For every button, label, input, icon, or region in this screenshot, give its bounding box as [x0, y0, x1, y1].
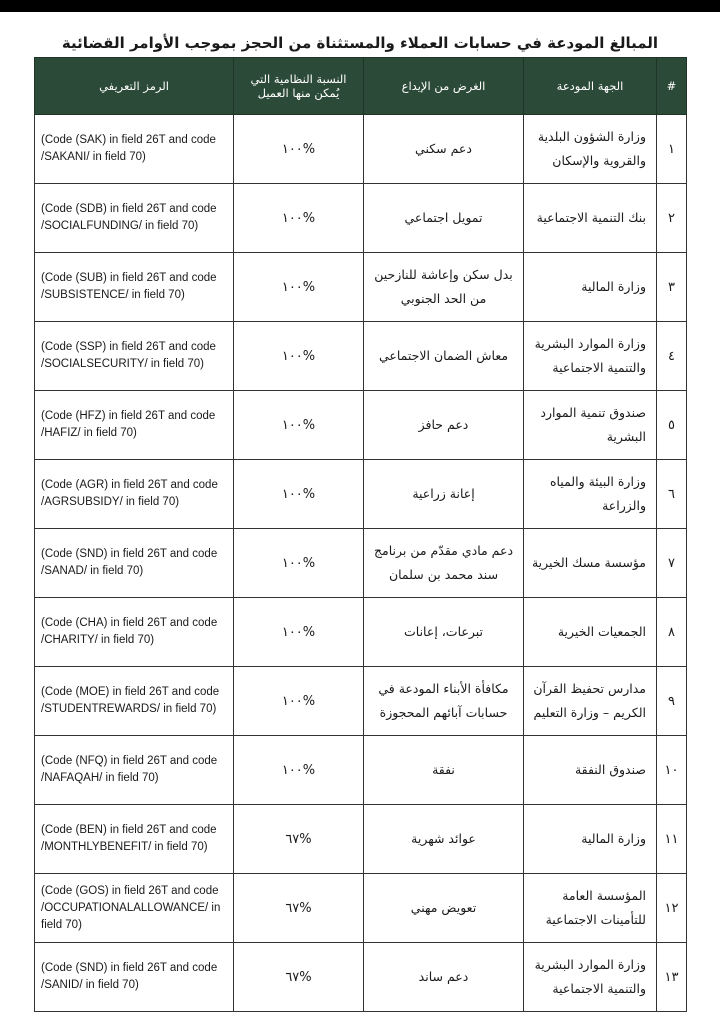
- entity-line: البشرية: [606, 429, 646, 444]
- code-line: (Code (SND) in field 26T and code: [41, 548, 218, 560]
- header-num: #: [657, 58, 687, 115]
- entity-line: وزارة المالية: [581, 279, 646, 294]
- purpose-line: دعم مادي مقدّم من برنامج: [373, 543, 514, 558]
- code-line: (Code (CHA) in field 26T and code: [41, 617, 218, 629]
- identifier-code: [35, 253, 234, 322]
- deposit-purpose: [364, 115, 524, 184]
- entity-line: والقروية والإسكان: [552, 153, 646, 168]
- code-line: /MONTHLYBENEFIT/ in field 70): [41, 841, 208, 853]
- purpose-line: عوائد شهرية: [411, 831, 476, 846]
- row-number: ٧: [657, 529, 687, 598]
- purpose-line: سند محمد بن سلمان: [388, 567, 499, 582]
- deposit-purpose: [364, 598, 524, 667]
- code-line: (Code (AGR) in field 26T and code: [41, 479, 218, 491]
- code-line: /CHARITY/ in field 70): [41, 634, 155, 646]
- identifier-code: [35, 943, 234, 1012]
- allowed-percentage: %١٠٠: [234, 598, 364, 667]
- depositing-entity: [524, 598, 657, 667]
- allowed-percentage: %١٠٠: [234, 253, 364, 322]
- header-percent: [234, 58, 364, 115]
- allowed-percentage: %١٠٠: [234, 184, 364, 253]
- depositing-entity: [524, 529, 657, 598]
- purpose-line: دعم سكني: [415, 141, 472, 156]
- identifier-code: [35, 598, 234, 667]
- code-line: (Code (GOS) in field 26T and code: [41, 884, 219, 897]
- code-line: field 70): [41, 918, 82, 931]
- code-line: (Code (SAK) in field 26T and code: [41, 134, 216, 146]
- allowed-percentage: %١٠٠: [234, 667, 364, 736]
- row-number: ١١: [657, 805, 687, 874]
- purpose-line: معاش الضمان الاجتماعي: [378, 348, 509, 363]
- depositing-entity: [524, 253, 657, 322]
- entity-line: والزراعة: [602, 498, 646, 513]
- header-entity: الجهة المودعة: [524, 58, 657, 115]
- code-line: /SUBSISTENCE/ in field 70): [41, 289, 185, 301]
- depositing-entity: [524, 667, 657, 736]
- table-row: [35, 529, 687, 598]
- entity-line: وزارة المالية: [581, 831, 646, 846]
- entity-line: الكريم – وزارة التعليم: [533, 705, 646, 720]
- allowed-percentage: %١٠٠: [234, 115, 364, 184]
- entity-line: وزارة الموارد البشرية: [534, 957, 646, 972]
- row-number: ٢: [657, 184, 687, 253]
- code-line: (Code (NFQ) in field 26T and code: [41, 755, 218, 767]
- entity-line: المؤسسة العامة: [562, 888, 646, 903]
- table-row: [35, 253, 687, 322]
- purpose-line: تعويض مهني: [410, 900, 477, 915]
- depositing-entity: [524, 736, 657, 805]
- code-line: /NAFAQAH/ in field 70): [41, 772, 159, 784]
- row-number: ٤: [657, 322, 687, 391]
- entity-line: وزارة الموارد البشرية: [534, 336, 646, 351]
- code-line: /SANAD/ in field 70): [41, 565, 144, 577]
- entity-line: وزارة الشؤون البلدية: [537, 129, 646, 144]
- row-number: ٨: [657, 598, 687, 667]
- deposits-table: [34, 57, 687, 1012]
- header-percent-line: النسبة النظامية التي: [250, 72, 347, 86]
- code-line: /AGRSUBSIDY/ in field 70): [41, 496, 180, 508]
- deposit-purpose: [364, 529, 524, 598]
- entity-line: للتأمينات الاجتماعية: [545, 912, 646, 927]
- table-row: [35, 322, 687, 391]
- row-number: ١٠: [657, 736, 687, 805]
- allowed-percentage: %٦٧: [234, 805, 364, 874]
- deposit-purpose: [364, 391, 524, 460]
- code-line: (Code (BEN) in field 26T and code: [41, 824, 217, 836]
- document-title: المبالغ المودعة في حسابات العملاء والمستثناة من الحجز بموجب الأوامر القضائية: [61, 34, 659, 52]
- entity-line: الجمعيات الخيرية: [557, 624, 646, 639]
- purpose-line: تبرعات، إعانات: [404, 624, 483, 639]
- purpose-line: إعانة زراعية: [412, 486, 475, 501]
- deposit-purpose: [364, 460, 524, 529]
- deposit-purpose: [364, 322, 524, 391]
- deposit-purpose: [364, 943, 524, 1012]
- purpose-line: بدل سكن وإعاشة للنازحين: [374, 267, 513, 282]
- row-number: ٥: [657, 391, 687, 460]
- purpose-line: تمويل اجتماعي: [404, 210, 483, 225]
- code-line: (Code (SND) in field 26T and code: [41, 962, 218, 974]
- identifier-code: [35, 184, 234, 253]
- allowed-percentage: %١٠٠: [234, 529, 364, 598]
- header-percent-line: يُمكن منها العميل: [257, 86, 340, 100]
- code-line: /STUDENTREWARDS/ in field 70): [41, 703, 217, 715]
- code-line: (Code (SDB) in field 26T and code: [41, 203, 217, 215]
- purpose-line: حسابات آبائهم المحجوزة: [379, 705, 508, 720]
- table-row: [35, 115, 687, 184]
- entity-line: والتنمية الاجتماعية: [552, 360, 646, 375]
- code-line: /SANID/ in field 70): [41, 979, 139, 991]
- code-line: (Code (SUB) in field 26T and code: [41, 272, 217, 284]
- table-row: [35, 391, 687, 460]
- deposit-purpose: [364, 253, 524, 322]
- allowed-percentage: %٦٧: [234, 874, 364, 943]
- entity-line: وزارة البيئة والمياه: [549, 474, 646, 489]
- depositing-entity: [524, 184, 657, 253]
- deposit-purpose: [364, 805, 524, 874]
- identifier-code: [35, 115, 234, 184]
- table-header-row: [35, 58, 687, 115]
- deposit-purpose: [364, 184, 524, 253]
- code-line: /HAFIZ/ in field 70): [41, 427, 137, 439]
- top-border: [0, 0, 720, 12]
- table-row: [35, 874, 687, 943]
- allowed-percentage: %٦٧: [234, 943, 364, 1012]
- table-body: [35, 115, 687, 1012]
- table-row: [35, 184, 687, 253]
- row-number: ١: [657, 115, 687, 184]
- allowed-percentage: %١٠٠: [234, 460, 364, 529]
- depositing-entity: [524, 943, 657, 1012]
- depositing-entity: [524, 391, 657, 460]
- row-number: ٩: [657, 667, 687, 736]
- entity-line: صندوق تنمية الموارد: [540, 405, 646, 420]
- entity-line: مدارس تحفيظ القرآن: [533, 681, 646, 696]
- purpose-line: دعم حافز: [418, 417, 469, 432]
- entity-line: بنك التنمية الاجتماعية: [536, 210, 646, 225]
- allowed-percentage: %١٠٠: [234, 736, 364, 805]
- table-row: [35, 667, 687, 736]
- table-row: [35, 805, 687, 874]
- purpose-line: نفقة: [432, 762, 455, 777]
- deposit-purpose: [364, 736, 524, 805]
- code-line: (Code (HFZ) in field 26T and code: [41, 410, 216, 422]
- identifier-code: [35, 667, 234, 736]
- identifier-code: [35, 322, 234, 391]
- row-number: ١٢: [657, 874, 687, 943]
- identifier-code: [35, 874, 234, 943]
- identifier-code: [35, 805, 234, 874]
- code-line: /SOCIALSECURITY/ in field 70): [41, 358, 204, 370]
- table-row: [35, 460, 687, 529]
- header-code: الرمز التعريفي: [35, 58, 234, 115]
- code-line: /OCCUPATIONALALLOWANCE/ in: [41, 901, 221, 914]
- identifier-code: [35, 391, 234, 460]
- deposit-purpose: [364, 874, 524, 943]
- allowed-percentage: %١٠٠: [234, 391, 364, 460]
- allowed-percentage: %١٠٠: [234, 322, 364, 391]
- depositing-entity: [524, 115, 657, 184]
- depositing-entity: [524, 460, 657, 529]
- code-line: (Code (SSP) in field 26T and code: [41, 341, 216, 353]
- code-line: (Code (MOE) in field 26T and code: [41, 686, 220, 698]
- entity-line: صندوق النفقة: [574, 762, 646, 777]
- identifier-code: [35, 529, 234, 598]
- depositing-entity: [524, 874, 657, 943]
- purpose-line: دعم ساند: [418, 969, 469, 984]
- depositing-entity: [524, 322, 657, 391]
- depositing-entity: [524, 805, 657, 874]
- entity-line: مؤسسة مسك الخيرية: [531, 555, 646, 570]
- table-row: [35, 598, 687, 667]
- deposit-purpose: [364, 667, 524, 736]
- identifier-code: [35, 736, 234, 805]
- header-purpose: الغرض من الإيداع: [364, 58, 524, 115]
- purpose-line: من الحد الجنوبي: [400, 291, 487, 306]
- code-line: /SOCIALFUNDING/ in field 70): [41, 220, 199, 232]
- row-number: ٣: [657, 253, 687, 322]
- row-number: ٦: [657, 460, 687, 529]
- table-row: [35, 943, 687, 1012]
- entity-line: والتنمية الاجتماعية: [552, 981, 646, 996]
- code-line: /SAKANI/ in field 70): [41, 151, 146, 163]
- identifier-code: [35, 460, 234, 529]
- row-number: ١٣: [657, 943, 687, 1012]
- table-row: [35, 736, 687, 805]
- purpose-line: مكافأة الأبناء المودعة في: [378, 681, 509, 696]
